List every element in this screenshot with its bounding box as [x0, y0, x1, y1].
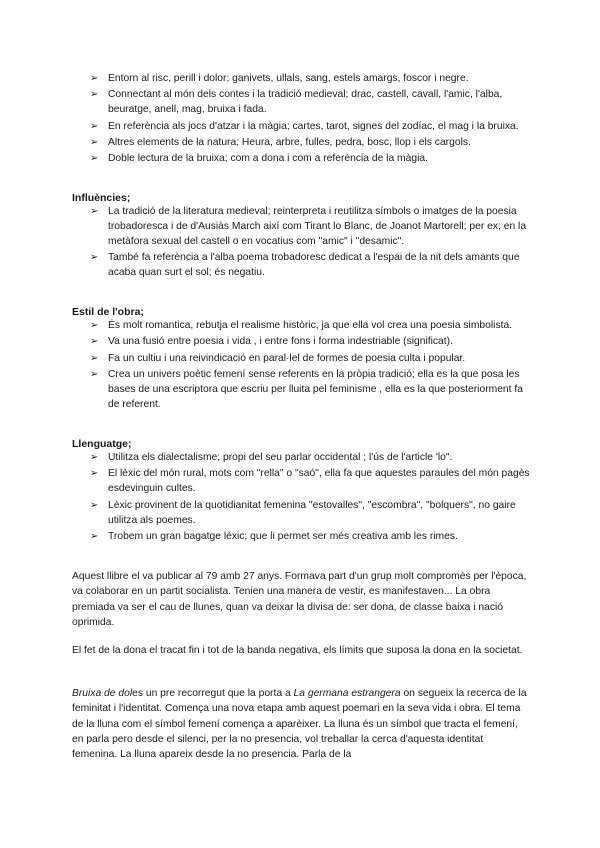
- paragraph-bruixa-de-dol: Bruixa de doles un pre recorregut que la porta a La germana estrangera on segueix la recerca de la feminitat i l'identitat. Comença una nova etapa amb aquest poemari en la seva vida i obra. El tema de la lluna com el símbol femení comença a aparèixer. La lluna és un símbol que tracta el femení, en parla pero desde el silenci, per la no presencia, vol treballar la cerca d'aquesta identitat femenina. La lluna apareix desde la no presencia. Parla de la: [72, 688, 527, 761]
- list-item: ➢ Fa un cultiu i una reivindicació en paral·lel de formes de poesia culta i popular.: [90, 352, 466, 364]
- list-item: ➢ És molt romantica, rebutja el realisme històric, ja que ella vol crea una poesia simbolista.: [90, 320, 513, 331]
- arrow-bullet-icon: ➢: [90, 153, 99, 165]
- llenguatge-heading: Llenguatge;: [72, 438, 132, 450]
- llenguatge-list: [90, 450, 530, 545]
- arrow-bullet-icon: ➢: [90, 336, 99, 348]
- list-item: ➢ La tradició de la literatura medieval; reinterpreta i reutilitza símbols o imatges de la poesia trobadoresca i de d'Ausiàs March així com Tirant lo Blanc, de Joanot Martorell; per ex; en la metàfora sexual del castell o en vocatius com "amic" i "desamic".: [90, 206, 527, 247]
- list-item: ➢ Crea un univers poètic femení sense referents en la pròpia tradició; ella es la que posa les bases de una escriptora que escriu per lluita pel feminisme , ella es la que posteriorment fa de referent.: [90, 368, 523, 410]
- arrow-bullet-icon: ➢: [90, 530, 99, 542]
- list-item: ➢ Connectant al món dels contes i la tradició medieval; drac, castell, cavall, l'amic, l'alba, beuratge, anell, mag, bruixa i fada.: [90, 89, 503, 116]
- list-item: ➢ Utilitza els dialectalisme; propi del seu parlar occidental ; l'ús de l'article 'lo".: [90, 452, 453, 463]
- estil-heading: Estil de l'obra;: [72, 306, 144, 318]
- book-title-bruixa-de-dol: Bruixa de dol: [72, 688, 133, 699]
- list-item: ➢ Entorn al risc, perill i dolor; ganivets, ullals, sang, estels amargs, foscor i negre.: [90, 73, 469, 84]
- arrow-bullet-icon: ➢: [90, 499, 99, 511]
- arrow-bullet-icon: ➢: [90, 206, 99, 217]
- arrow-bullet-icon: ➢: [90, 136, 99, 148]
- list-item: ➢ En referència als jocs d'atzar i la màgia; cartes, tarot, signes del zodíac, el mag i la bruixa.: [90, 120, 519, 132]
- list-item: ➢ Trobem un gran bagatge lèxic; que li permet ser més creativa amb les rimes.: [90, 530, 458, 542]
- estil-list: [90, 318, 530, 413]
- list-item: ➢ El lèxic del món rural, mots com "rella" o "saó", ella fa que aquestes paraules del món pagès esdevinguin cultes.: [90, 468, 530, 495]
- influencies-heading: Influències;: [72, 192, 131, 204]
- list-item: ➢ Lèxic provinent de la quotidianitat femenina "estovalles", "escombra", "bolquers", no gaire utilitza als poemes.: [90, 499, 516, 526]
- influencies-list: [90, 204, 530, 282]
- arrow-bullet-icon: ➢: [90, 368, 99, 380]
- arrow-bullet-icon: ➢: [90, 120, 99, 132]
- arrow-bullet-icon: ➢: [90, 352, 99, 364]
- arrow-bullet-icon: ➢: [90, 89, 99, 101]
- arrow-bullet-icon: ➢: [90, 73, 99, 84]
- arrow-bullet-icon: ➢: [90, 320, 99, 331]
- paragraph-dona: El fet de la dona el tracat fin i tot de la banda negativa, els límits que suposa la dona en la societat.: [72, 645, 523, 656]
- paragraph-publication: Aquest llibre el va publicar al 79 amb 27 anys. Formava part d'un grup molt compromès per l'època, va colaborar en un partit socialista. Tenien una manera de vestir, es manifestaven... La obra premiada va ser el cau de llunes, quan va deixar la divisa de: ser dona, de classe baixa i nació oprimida.: [72, 571, 527, 628]
- arrow-bullet-icon: ➢: [90, 252, 99, 264]
- list-item: ➢ Altres elements de la natura; Heura, arbre, fulles, pedra, bosc, llop i els cargols.: [90, 136, 471, 148]
- book-title-la-germana-estrangera: La germana estrangera: [293, 688, 401, 699]
- list-item: ➢ Doble lectura de la bruixa; com a dona i com a referència de la màgia.: [90, 153, 428, 165]
- list-item: ➢ També fa referència a l'alba poema trobadoresc dedicat a l'espai de la nit dels amants que acaba quan surt el sol; és negatiu.: [90, 252, 520, 279]
- arrow-bullet-icon: ➢: [90, 452, 99, 463]
- arrow-bullet-icon: ➢: [90, 468, 99, 480]
- intro-bullet-list: [90, 71, 530, 167]
- list-item: ➢ Va una fusió entre poesia i vida , i entre fons i forma indestriable (significat).: [90, 336, 453, 348]
